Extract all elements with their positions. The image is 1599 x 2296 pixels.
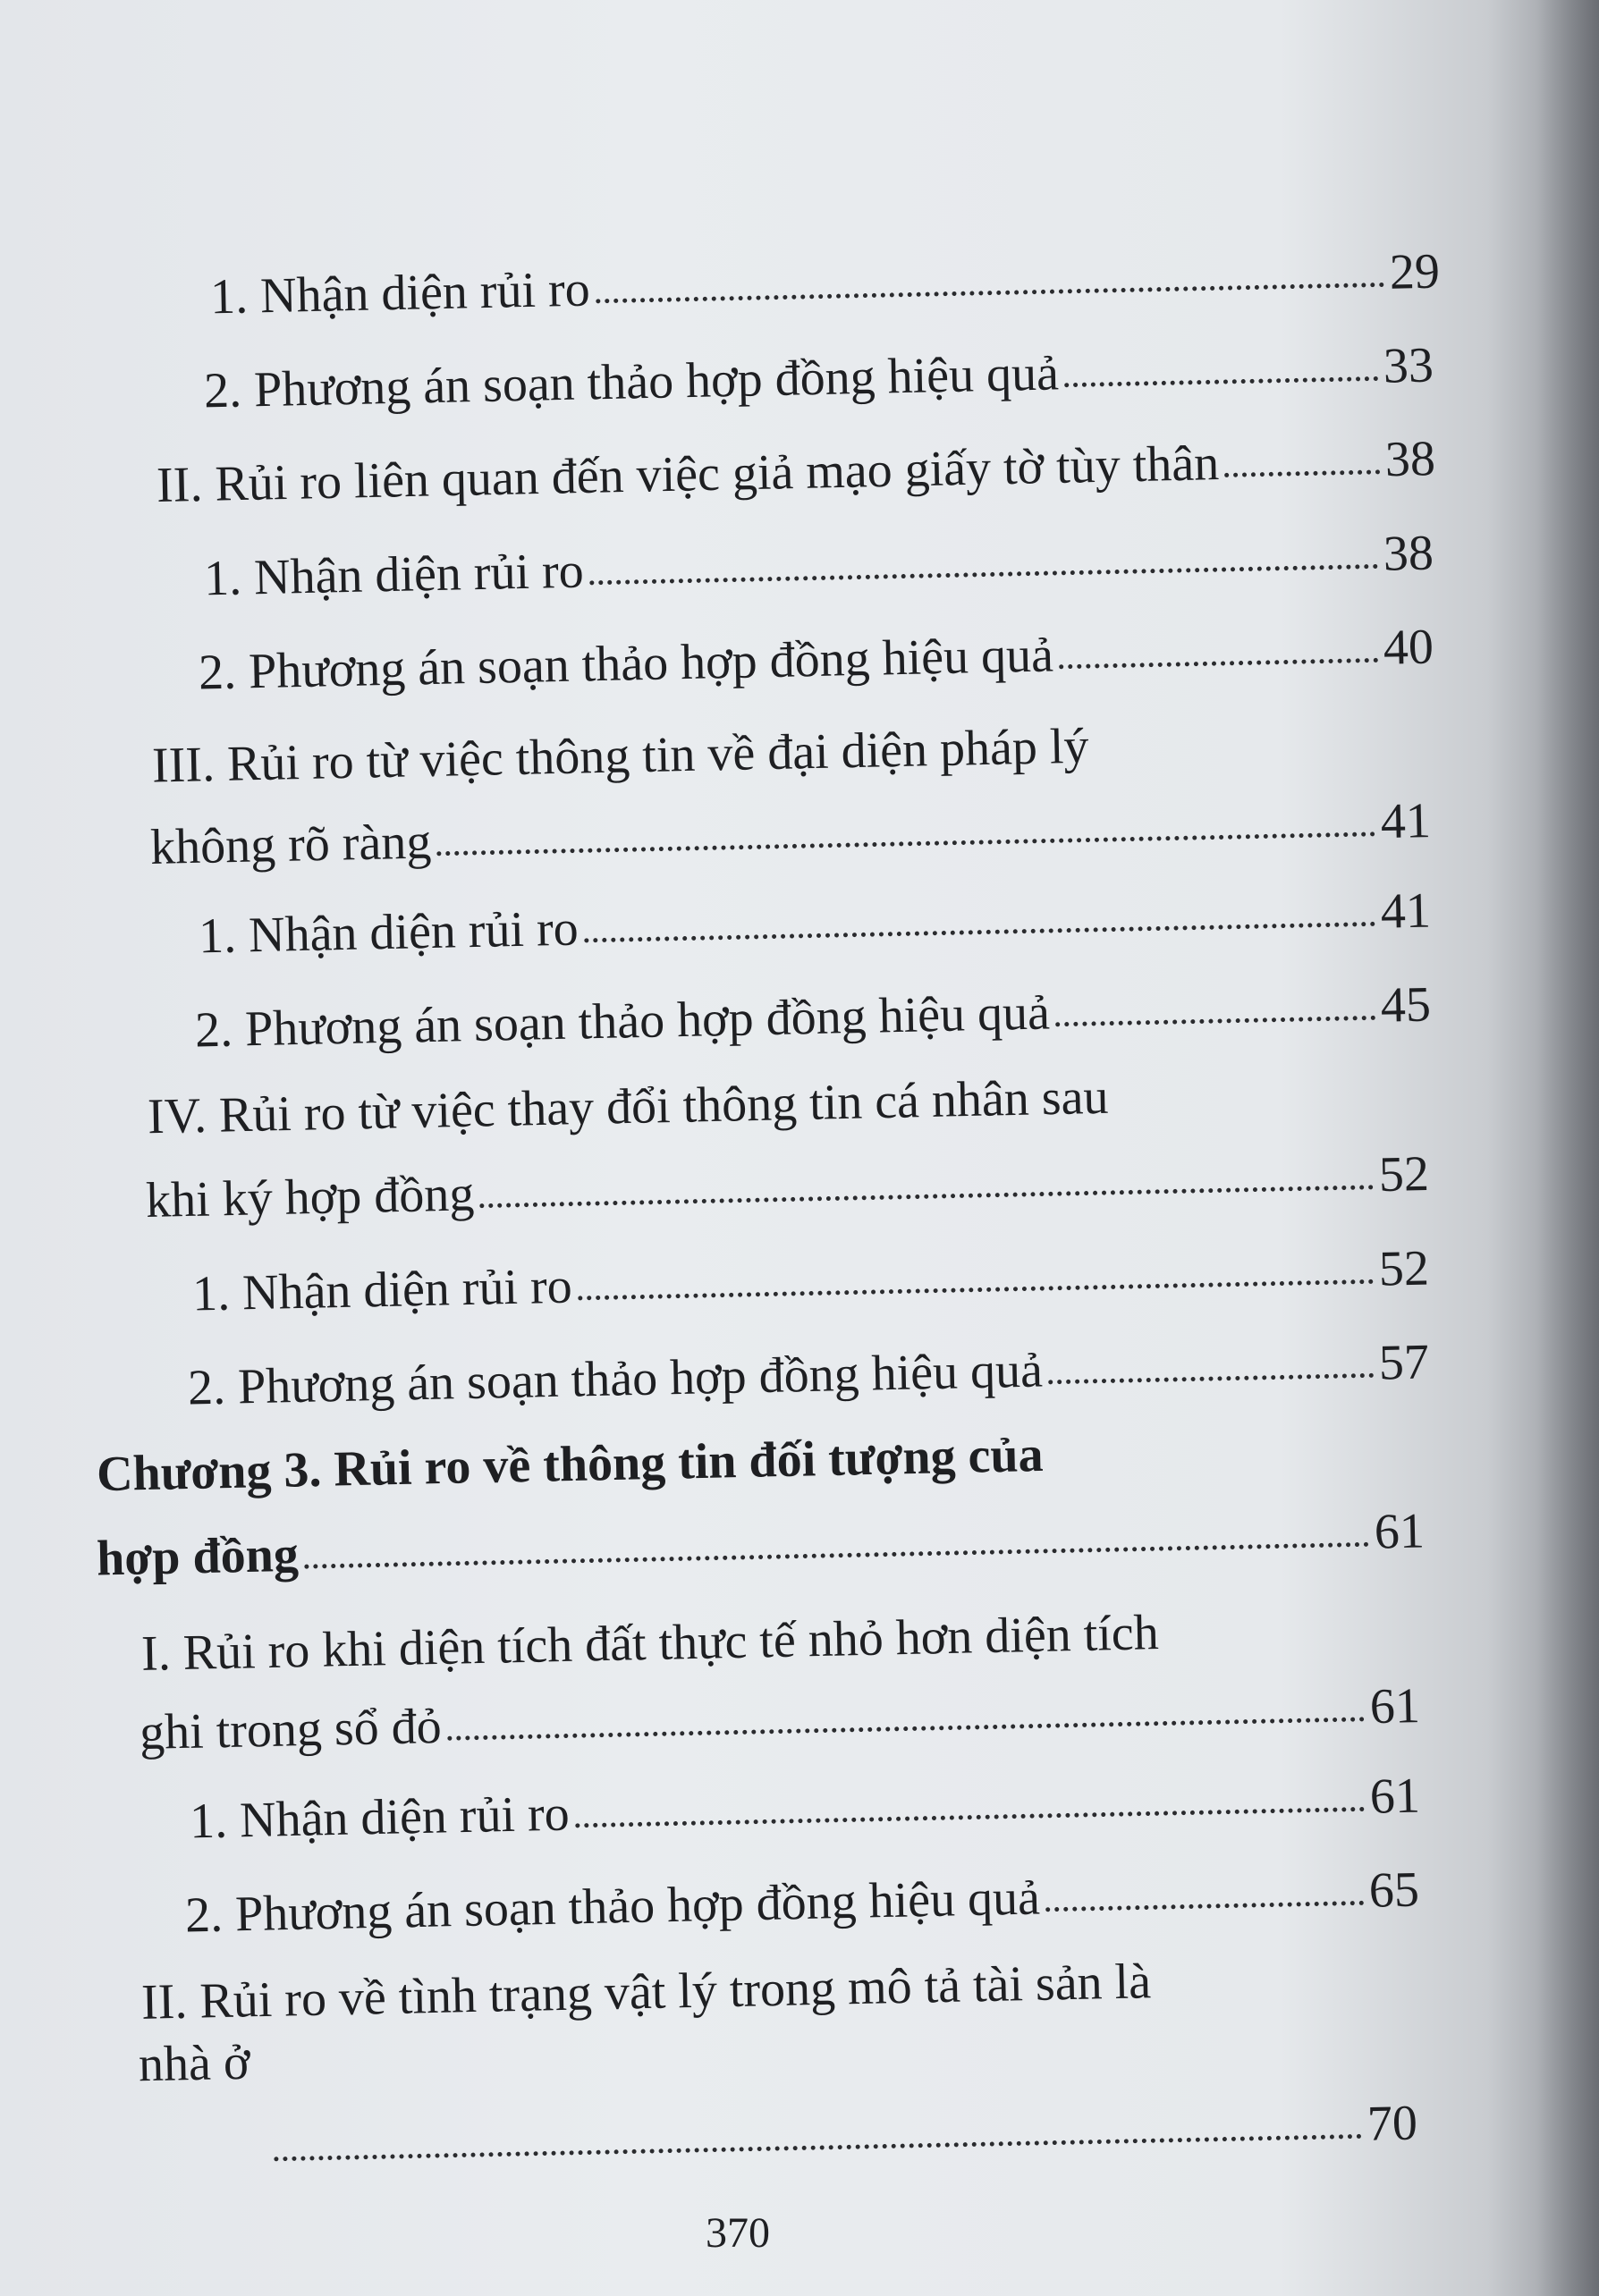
dot-leader (1048, 1373, 1374, 1385)
toc-entry-page: 40 (1383, 619, 1434, 676)
toc-entry-title: 2. Phương án soạn thảo hợp đồng hiệu quả (194, 984, 1051, 1059)
toc-entry-title-line (140, 1605, 1160, 1682)
toc-entry-title: IV. Rủi ro từ việc thay đổi thông tin cá nhân sau (147, 1068, 1110, 1145)
toc-entry (145, 1145, 1430, 1229)
toc-entry-title: 1. Nhận diện rủi ro (189, 1785, 571, 1850)
toc-entry-page: 65 (1368, 1861, 1420, 1919)
dot-leader (1045, 1901, 1364, 1912)
toc-entry-page: 41 (1380, 793, 1432, 850)
toc-entry-page: 38 (1384, 431, 1436, 488)
toc-entry-title: 2. Phương án soạn thảo hợp đồng hiệu quả (198, 627, 1054, 701)
chapter-title-cont: hợp đồng (96, 1526, 300, 1587)
toc-entry-title: 1. Nhận diện rủi ro (209, 261, 591, 325)
toc-entry (198, 619, 1434, 701)
toc-entry-title: 1. Nhận diện rủi ro (198, 900, 580, 965)
toc-entry (184, 1861, 1420, 1944)
dot-leader (479, 1185, 1374, 1208)
toc-entry-title: 1. Nhận diện rủi ro (203, 543, 585, 607)
toc-entry-page: 45 (1380, 976, 1432, 1034)
toc-entry-title-cont: nhà ở (138, 2034, 251, 2093)
toc-entry-title-line (151, 716, 1307, 794)
toc-entry (268, 2095, 1418, 2173)
toc-entry (198, 882, 1432, 965)
dot-leader (447, 1717, 1365, 1740)
toc-entry-page: 57 (1378, 1334, 1430, 1391)
toc-entry-page: 33 (1383, 337, 1434, 394)
dot-leader (1224, 469, 1380, 477)
toc-entry-page: 61 (1374, 1503, 1426, 1560)
dot-leader (1064, 376, 1378, 387)
toc-entry-title: 1. Nhận diện rủi ro (191, 1258, 573, 1322)
toc-entry-page: 38 (1383, 525, 1434, 582)
toc-entry (189, 1768, 1421, 1850)
dot-leader (1059, 658, 1378, 669)
toc-entry-page: 29 (1389, 243, 1441, 300)
toc-entry (96, 1503, 1426, 1587)
toc-entry-page: 52 (1378, 1240, 1430, 1297)
toc-entry-title-cont: ghi trong sổ đỏ (139, 1698, 443, 1760)
binding-shadow (1536, 0, 1599, 2296)
toc-entry-page: 70 (1366, 2095, 1418, 2152)
dot-leader (436, 831, 1375, 856)
dot-leader (578, 1279, 1374, 1301)
toc-entry-title: 2. Phương án soạn thảo hợp đồng hiệu quả (187, 1342, 1044, 1416)
toc-entry (203, 337, 1434, 419)
toc-entry-title: II. Rủi ro về tình trạng vật lý trong mô tả tài sản là (140, 1954, 1152, 2030)
dot-leader (1055, 1016, 1375, 1026)
dot-leader (596, 283, 1384, 303)
toc-entry-title: III. Rủi ro từ việc thông tin về đại diện pháp lý (151, 718, 1090, 794)
dot-leader (589, 564, 1378, 585)
dot-leader (584, 922, 1375, 943)
toc-entry-title-line (147, 1068, 1110, 1145)
toc-entry (194, 976, 1432, 1059)
toc-entry-page: 61 (1369, 1678, 1421, 1735)
toc-entry (139, 1678, 1421, 1760)
toc-entry-title-cont: khi ký hợp đồng (145, 1166, 475, 1229)
toc-entry-title: 2. Phương án soạn thảo hợp đồng hiệu quả (203, 345, 1060, 419)
toc-entry (209, 243, 1441, 325)
toc-entry (156, 431, 1436, 513)
toc-entry (191, 1240, 1430, 1322)
toc-entry-title-line (138, 2034, 251, 2093)
toc-entry (203, 525, 1434, 607)
page-number: 370 (706, 2209, 770, 2257)
chapter-title: Chương 3. Rủi ro về thông tin đối tượng của (96, 1426, 1045, 1503)
toc-entry-page: 52 (1378, 1145, 1430, 1203)
dot-leader (575, 1807, 1365, 1828)
toc-entry (149, 793, 1432, 875)
dot-leader (304, 1542, 1369, 1569)
toc-entry-title-line (141, 1956, 1152, 2028)
toc-entry-page: 61 (1369, 1768, 1421, 1825)
toc-entry-title: I. Rủi ro khi diện tích đất thực tế nhỏ hơn diện tích (140, 1605, 1160, 1682)
toc-entry-title: II. Rủi ro liên quan đến việc giả mạo giấy tờ tùy thân (156, 435, 1220, 513)
toc-entry-page: 41 (1380, 882, 1432, 940)
toc-entry-title: 2. Phương án soạn thảo hợp đồng hiệu quả (184, 1870, 1041, 1944)
dot-leader (274, 2134, 1362, 2161)
chapter-heading (96, 1426, 1045, 1503)
toc-entry-title-cont: không rõ ràng (149, 814, 432, 875)
toc-entry (187, 1334, 1430, 1416)
